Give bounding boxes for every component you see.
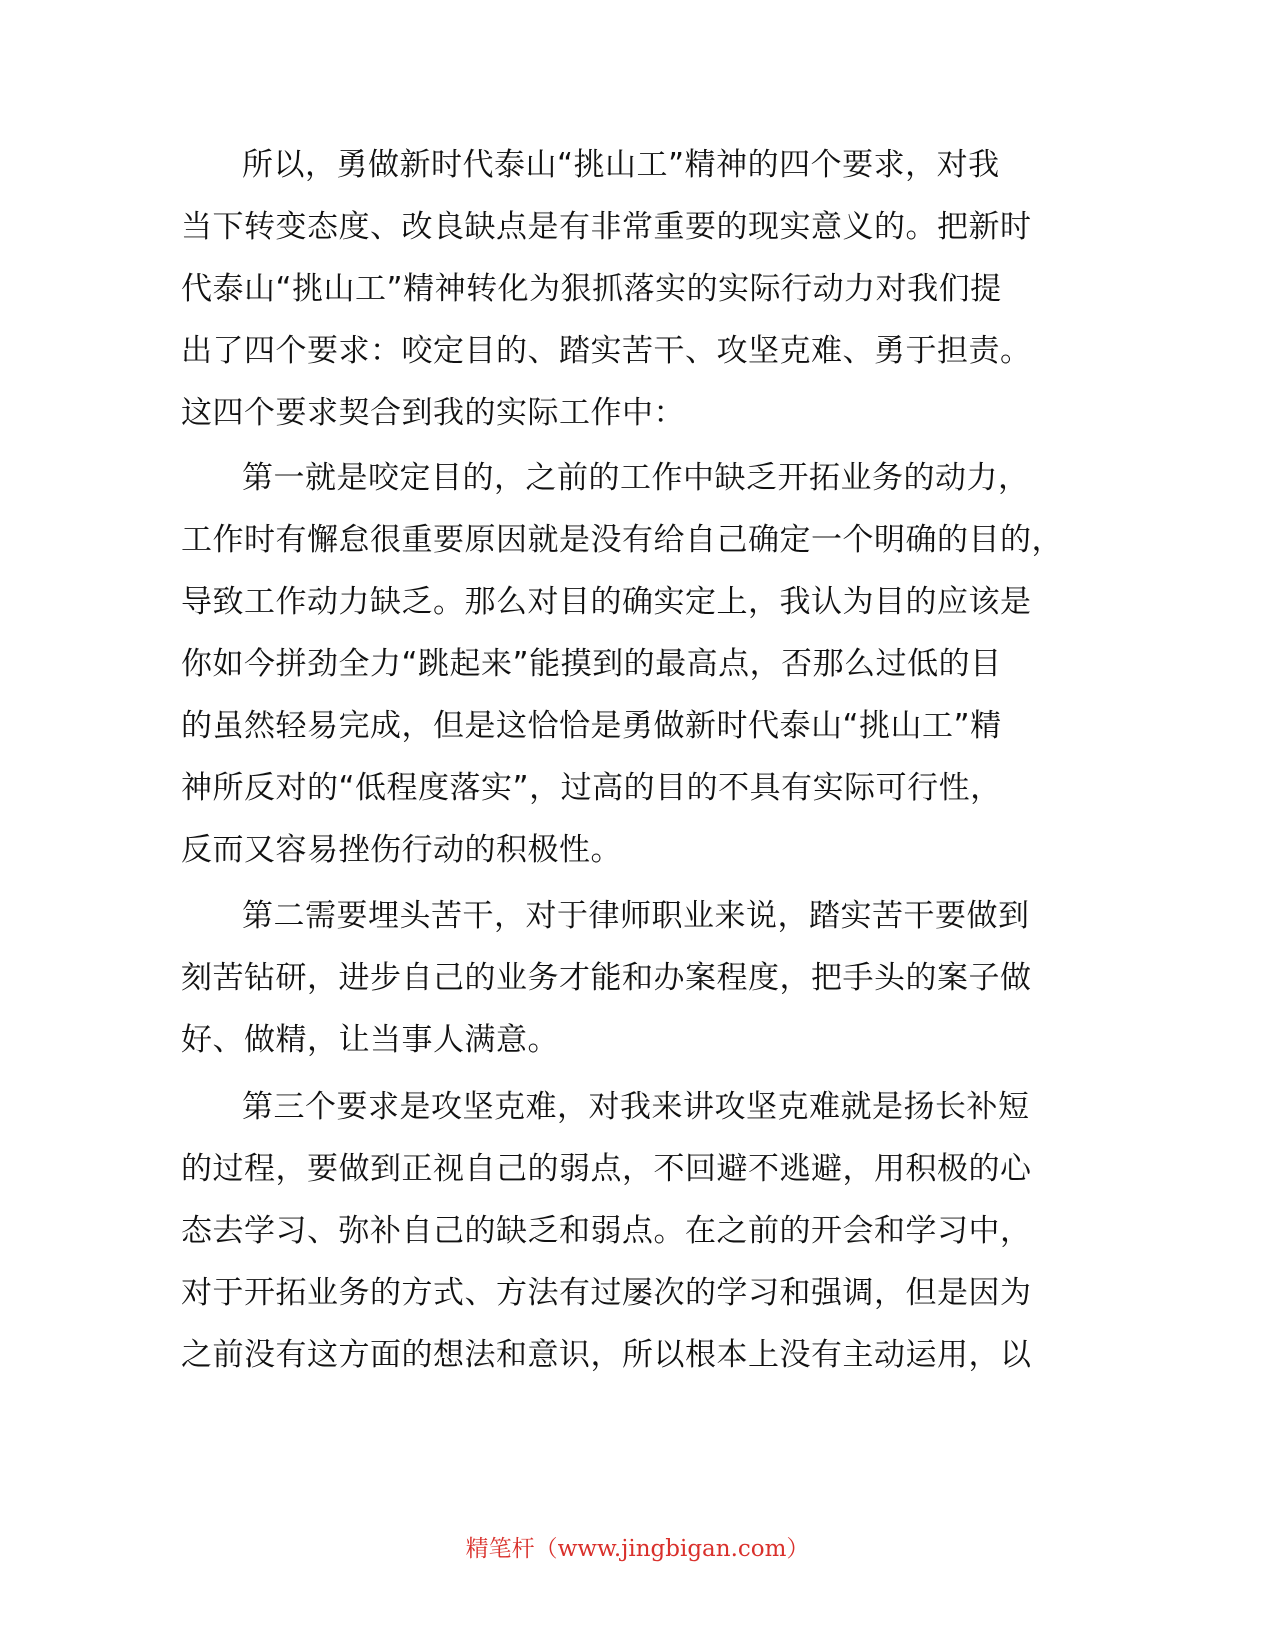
body-line: 的虽然轻易完成，但是这恰恰是勇做新时代泰山“挑山工”精 <box>181 708 1002 744</box>
body-line: 态去学习、弥补自己的缺乏和弱点。在之前的开会和学习中， <box>181 1213 1032 1249</box>
body-line: 刻苦钻研，进步自己的业务才能和办案程度，把手头的案子做 <box>181 960 1032 996</box>
body-line: 出了四个要求：咬定目的、踏实苦干、攻坚克难、勇于担责。 <box>181 333 1032 369</box>
body-line: 神所反对的“低程度落实”，过高的目的不具有实际可行性， <box>181 770 1002 806</box>
body-line: 反而又容易挫伤行动的积极性。 <box>181 832 622 868</box>
body-line: 代泰山“挑山工”精神转化为狠抓落实的实际行动力对我们提 <box>181 271 1002 307</box>
body-line: 第一就是咬定目的，之前的工作中缺乏开拓业务的动力， <box>242 460 1030 496</box>
body-line: 之前没有这方面的想法和意识，所以根本上没有主动运用，以 <box>181 1337 1032 1373</box>
body-line: 好、做精，让当事人满意。 <box>181 1022 559 1058</box>
body-line: 第二需要埋头苦干，对于律师职业来说，踏实苦干要做到 <box>242 898 1030 934</box>
body-line: 工作时有懈怠很重要原因就是没有给自己确定一个明确的目的， <box>181 522 1063 558</box>
body-line: 的过程，要做到正视自己的弱点，不回避不逃避，用积极的心 <box>181 1151 1032 1187</box>
body-line: 对于开拓业务的方式、方法有过屡次的学习和强调，但是因为 <box>181 1275 1032 1311</box>
body-line: 这四个要求契合到我的实际工作中： <box>181 395 685 431</box>
body-line: 当下转变态度、改良缺点是有非常重要的现实意义的。把新时 <box>181 209 1032 245</box>
body-line: 第三个要求是攻坚克难，对我来讲攻坚克难就是扬长补短 <box>242 1089 1030 1125</box>
body-line: 所以，勇做新时代泰山“挑山工”精神的四个要求，对我 <box>242 147 1000 183</box>
body-line: 你如今拼劲全力“跳起来”能摸到的最高点，否那么过低的目 <box>181 646 1002 682</box>
body-line: 导致工作动力缺乏。那么对目的确实定上，我认为目的应该是 <box>181 584 1032 620</box>
footer-watermark: 精笔杆（www.jingbigan.com） <box>465 1536 810 1562</box>
